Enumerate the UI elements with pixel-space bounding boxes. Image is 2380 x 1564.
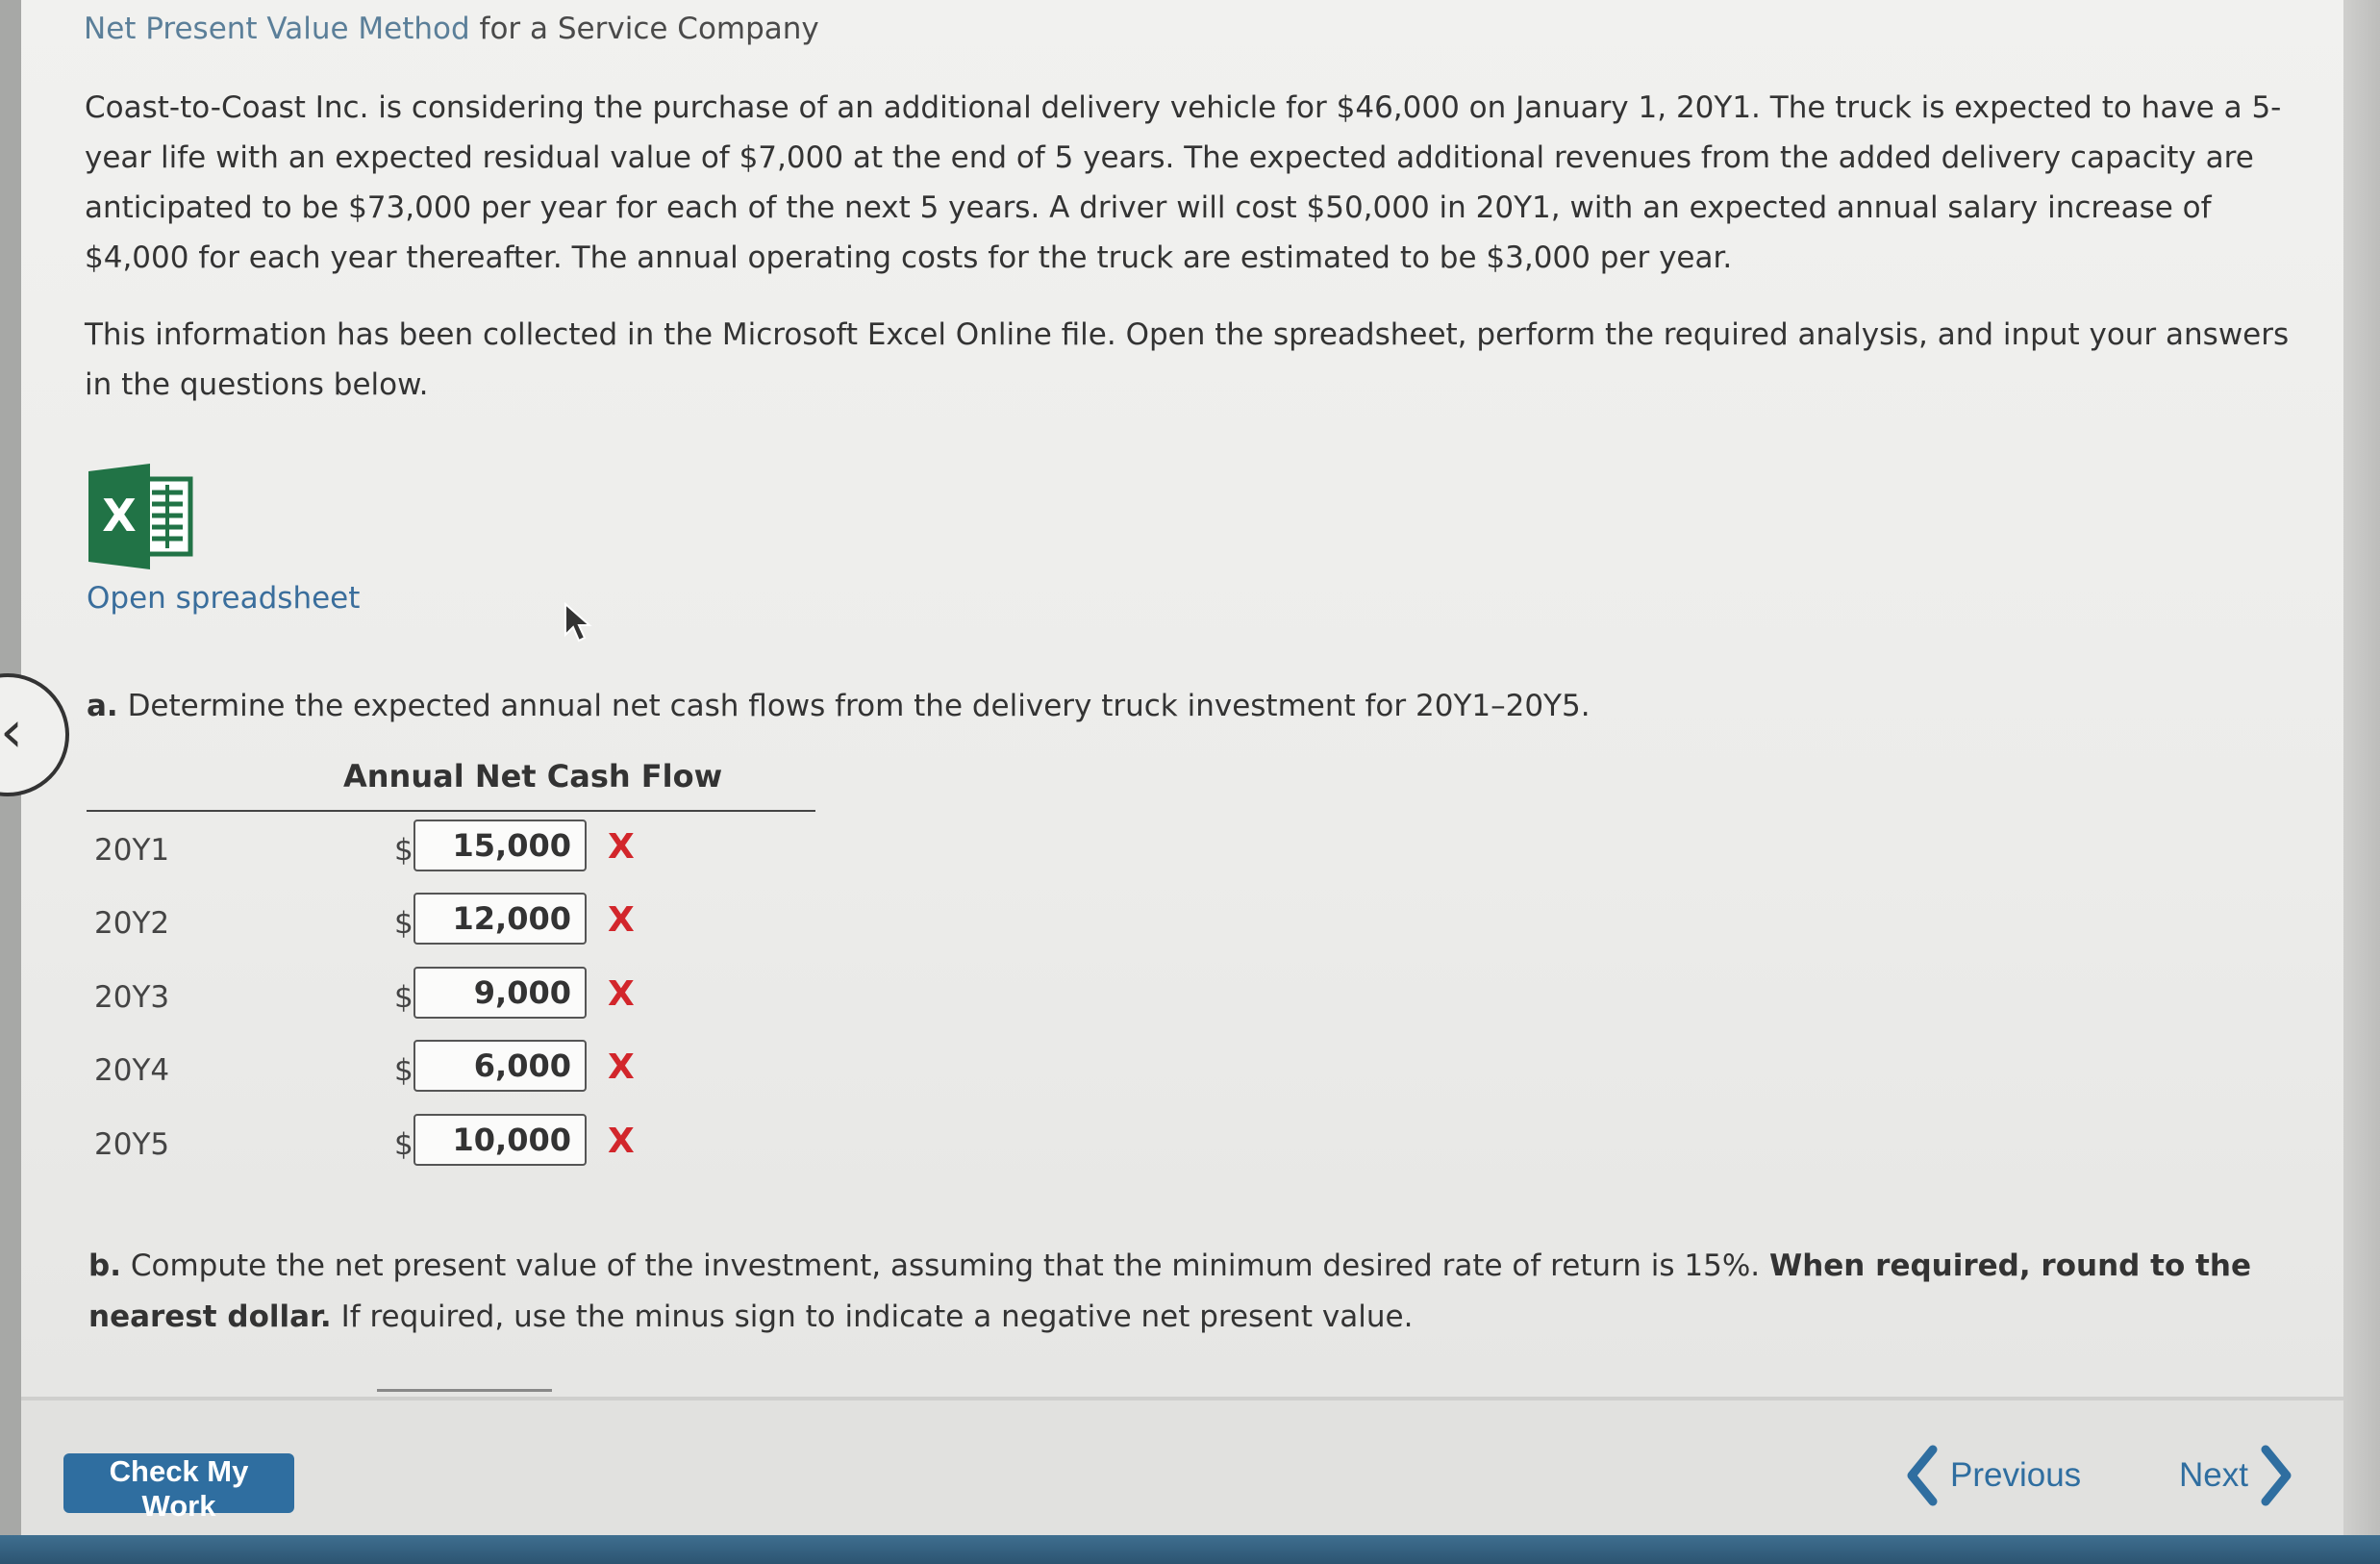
previous-label: Previous (1950, 1456, 2082, 1494)
currency-symbol: $ (394, 1127, 413, 1162)
table-row (0, 820, 865, 877)
excel-icon[interactable] (87, 464, 202, 569)
row-year: 20Y5 (94, 1127, 170, 1162)
open-spreadsheet-link[interactable]: Open spreadsheet (87, 581, 361, 616)
answer-input-20y5[interactable] (413, 1114, 587, 1166)
bottom-bar (0, 1535, 2380, 1564)
excel-icon-letter: X (102, 490, 137, 542)
part-b-note: If required, use the minus sign to indicate a negative net present value. (340, 1299, 1414, 1334)
currency-symbol: $ (394, 906, 413, 941)
right-edge (2343, 0, 2380, 1564)
chevron-left-icon (1904, 1444, 1939, 1507)
table-row (0, 1114, 865, 1172)
incorrect-mark-icon: X (608, 1122, 635, 1161)
next-label: Next (2179, 1456, 2248, 1494)
currency-symbol: $ (394, 833, 413, 868)
page-title-part1: Net Present Value Method (84, 12, 470, 46)
currency-symbol: $ (394, 980, 413, 1015)
answer-input-20y1[interactable] (413, 820, 587, 871)
incorrect-mark-icon: X (608, 1047, 635, 1087)
previous-button[interactable] (1904, 1437, 2087, 1514)
part-b-question (88, 1241, 2319, 1343)
incorrect-mark-icon: X (608, 900, 635, 940)
part-b-text: Compute the net present value of the investment, assuming that the minimum desired rate of return is 15%. (130, 1249, 1761, 1283)
table-row (0, 1040, 865, 1097)
page-title (84, 12, 819, 46)
column-header: Annual Net Cash Flow (343, 758, 723, 795)
answer-underline (377, 1389, 552, 1392)
part-a-label: a. (87, 689, 118, 723)
answer-input-20y3[interactable] (413, 967, 587, 1019)
check-my-work-button[interactable]: Check My Work (63, 1453, 294, 1513)
table-row (0, 893, 865, 950)
row-year: 20Y4 (94, 1053, 170, 1088)
header-rule (87, 810, 815, 812)
part-b-label: b. (88, 1249, 121, 1283)
row-year: 20Y1 (94, 833, 170, 868)
answer-input-20y2[interactable] (413, 893, 587, 945)
problem-paragraph-1: Coast-to-Coast Inc. is considering the purchase of an additional delivery vehicle for $46,000 on January 1, 20Y1. The truck is expected to have a 5-year life with an expected residual value of $7,000 at the end of 5 years. The expected additional revenues from the added delivery capacity are anticipated to be $73,000 per year for each of the next 5 years. A driver will cost $50,000 in 20Y1, with an expected annual salary increase of $4,000 for each year thereafter. The annual operating costs for the truck are estimated to be $3,000 per year. (85, 90, 2282, 275)
problem-paragraph-2: This information has been collected in the Microsoft Excel Online file. Open the spreadsheet, perform the required analysis, and input your answers in the questions below. (85, 317, 2290, 402)
table-row (0, 967, 865, 1024)
row-year: 20Y2 (94, 906, 170, 941)
next-button[interactable] (2179, 1437, 2304, 1514)
chevron-left-icon: ‹ (0, 698, 23, 766)
incorrect-mark-icon: X (608, 974, 635, 1014)
row-year: 20Y3 (94, 980, 170, 1015)
incorrect-mark-icon: X (608, 827, 635, 867)
part-b-instruction: When required, round to the nearest dollar. (88, 1249, 2251, 1334)
currency-symbol: $ (394, 1053, 413, 1088)
answer-input-20y4[interactable] (413, 1040, 587, 1092)
page-title-part2: for a Service Company (479, 12, 819, 46)
part-a-text: Determine the expected annual net cash flows from the delivery truck investment for 20Y1–20Y5. (127, 689, 1591, 723)
chevron-right-icon (2260, 1444, 2294, 1507)
part-a-question (87, 689, 1591, 723)
mouse-cursor-icon (564, 602, 592, 644)
